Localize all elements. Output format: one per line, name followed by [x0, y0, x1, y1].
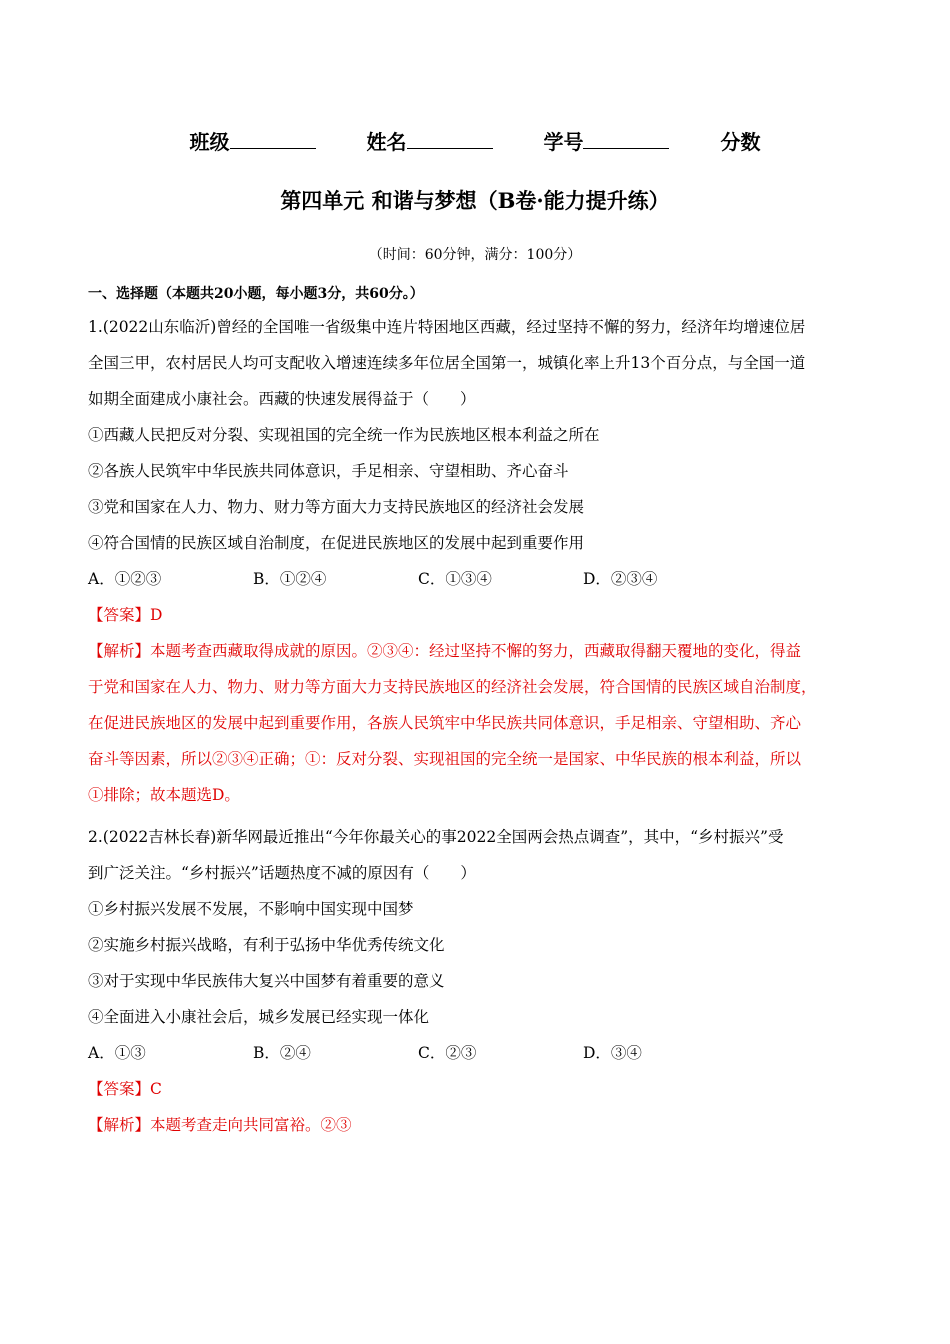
id-field [543, 130, 669, 154]
option-c: C．①③④ [418, 570, 492, 588]
student-info-header [0, 126, 950, 155]
question-stem-line: 如期全面建成小康社会。西藏的快速发展得益于（ ） [88, 390, 476, 408]
section-title: 一、选择题（本题共20小题，每小题3分，共60分。） [88, 286, 424, 302]
question-1 [88, 309, 868, 813]
answer-options [88, 1035, 868, 1071]
question-item: ②各族人民筑牢中华民族共同体意识，手足相亲、守望相助、齐心奋斗 [88, 462, 569, 480]
question-item: ③党和国家在人力、物力、财力等方面大力支持民族地区的经济社会发展 [88, 498, 585, 516]
option-a: A．①③ [88, 1044, 146, 1062]
score-label: 分数 [720, 130, 761, 154]
class-field [190, 130, 316, 154]
option-d: D．③④ [583, 1044, 642, 1062]
option-a: A．①②③ [88, 570, 162, 588]
page-title: 第四单元 和谐与梦想（B卷·能力提升练） [280, 188, 670, 213]
exam-info: （时间：60分钟，满分：100分） [368, 247, 582, 263]
question-stem-line: 全国三甲，农村居民人均可支配收入增速连续多年位居全国第一，城镇化率上升13个百分点，与全国一道 [88, 354, 806, 372]
question-item: ②实施乡村振兴战略，有利于弘扬中华优秀传统文化 [88, 936, 445, 954]
question-item: ④符合国情的民族区域自治制度，在促进民族地区的发展中起到重要作用 [88, 534, 585, 552]
option-d: D．②③④ [583, 570, 658, 588]
analysis-line: 【解析】本题考查走向共同富裕。②③ [88, 1116, 352, 1134]
class-blank [230, 130, 316, 149]
analysis-line: 于党和国家在人力、物力、财力等方面大力支持民族地区的经济社会发展，符合国情的民族区域自治制度， [88, 678, 817, 696]
question-item: ③对于实现中华民族伟大复兴中国梦有着重要的意义 [88, 972, 445, 990]
analysis-line: ①排除；故本题选D。 [88, 786, 240, 804]
question-stem-line: 2.(2022吉林长春)新华网最近推出“今年你最关心的事2022全国两会热点调查”，其中，“乡村振兴”受 [88, 828, 784, 846]
id-blank [583, 130, 669, 149]
name-field [367, 130, 493, 154]
score-field [720, 130, 760, 154]
question-2 [88, 819, 868, 1143]
option-b: B．①②④ [253, 570, 327, 588]
analysis-line: 在促进民族地区的发展中起到重要作用，各族人民筑牢中华民族共同体意识，手足相亲、守望相助、齐心 [88, 714, 802, 732]
question-item: ①西藏人民把反对分裂、实现祖国的完全统一作为民族地区根本利益之所在 [88, 426, 600, 444]
analysis-line: 奋斗等因素，所以②③④正确；①：反对分裂、实现祖国的完全统一是国家、中华民族的根本利益，所以 [88, 750, 802, 768]
question-stem-line: 1.(2022山东临沂)曾经的全国唯一省级集中连片特困地区西藏，经过坚持不懈的努力，经济年均增速位居 [88, 318, 806, 336]
question-item: ①乡村振兴发展不发展，不影响中国实现中国梦 [88, 900, 414, 918]
answer-text: 【答案】C [88, 1080, 162, 1098]
class-label: 班级 [189, 130, 230, 154]
id-label: 学号 [543, 130, 584, 154]
option-c: C．②③ [418, 1044, 477, 1062]
question-item: ④全面进入小康社会后，城乡发展已经实现一体化 [88, 1008, 430, 1026]
name-blank [407, 130, 493, 149]
answer-options [88, 561, 868, 597]
name-label: 姓名 [366, 130, 407, 154]
question-stem-line: 到广泛关注。“乡村振兴”话题热度不减的原因有（ ） [88, 864, 476, 882]
answer-text: 【答案】D [88, 606, 163, 624]
option-b: B．②④ [253, 1044, 311, 1062]
analysis-line: 【解析】本题考查西藏取得成就的原因。②③④：经过坚持不懈的努力，西藏取得翻天覆地的变化，得益 [88, 642, 802, 660]
